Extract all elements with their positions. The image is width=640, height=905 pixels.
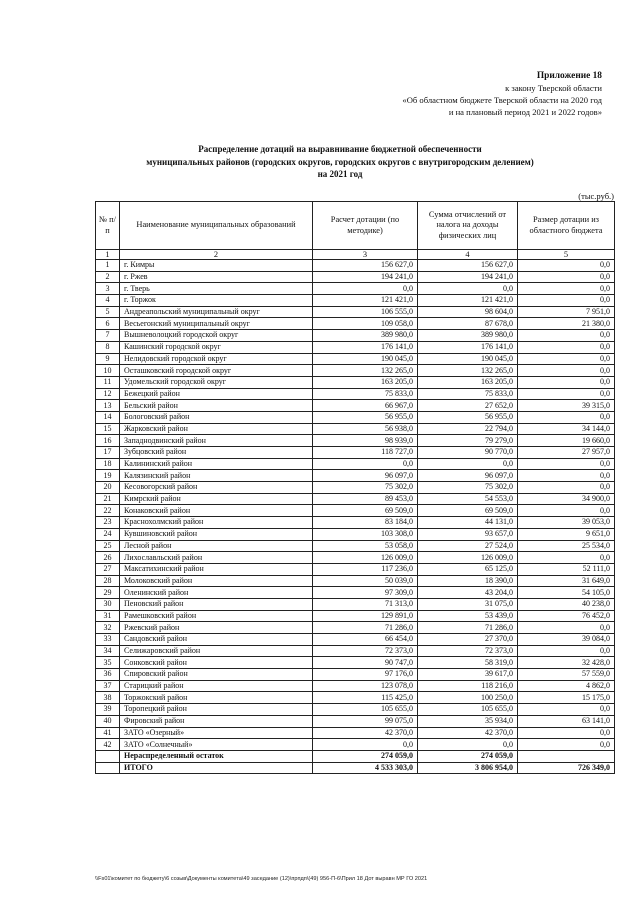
tax-value: 43 204,0 — [418, 587, 518, 599]
tax-value: 69 509,0 — [418, 505, 518, 517]
calc-value: 4 533 303,0 — [313, 762, 418, 774]
header-calc: Расчет дотации (по методике) — [313, 202, 418, 250]
municipality-name: Зубцовский район — [120, 447, 313, 459]
municipality-name: Молоковский район — [120, 575, 313, 587]
calc-value: 66 967,0 — [313, 400, 418, 412]
municipality-name: Андреапольский муниципальный округ — [120, 306, 313, 318]
calc-value: 274 059,0 — [313, 750, 418, 762]
row-number: 35 — [96, 657, 120, 669]
table-row — [96, 400, 615, 412]
table-row — [96, 388, 615, 400]
regional-value: 34 144,0 — [518, 423, 615, 435]
regional-value: 0,0 — [518, 376, 615, 388]
row-number: 20 — [96, 482, 120, 494]
tax-value: 176 141,0 — [418, 341, 518, 353]
row-number: 22 — [96, 505, 120, 517]
row-number: 27 — [96, 563, 120, 575]
calc-value: 109 058,0 — [313, 318, 418, 330]
tax-value: 93 657,0 — [418, 528, 518, 540]
calc-value: 132 265,0 — [313, 365, 418, 377]
table-row — [96, 540, 615, 552]
regional-value: 0,0 — [518, 482, 615, 494]
row-number: 4 — [96, 295, 120, 307]
regional-value: 0,0 — [518, 739, 615, 751]
calc-value: 190 045,0 — [313, 353, 418, 365]
col-number: 3 — [313, 250, 418, 260]
calc-value: 56 938,0 — [313, 423, 418, 435]
regional-value: 0,0 — [518, 458, 615, 470]
table-row — [96, 517, 615, 529]
regional-value: 39 053,0 — [518, 517, 615, 529]
table-row — [96, 435, 615, 447]
regional-value: 25 534,0 — [518, 540, 615, 552]
table-row — [96, 493, 615, 505]
table-row — [96, 692, 615, 704]
regional-value: 0,0 — [518, 645, 615, 657]
calc-value: 115 425,0 — [313, 692, 418, 704]
tax-value: 18 390,0 — [418, 575, 518, 587]
calc-value: 69 509,0 — [313, 505, 418, 517]
title-line-2: муниципальных районов (городских округов, городских округов с внутригородским делением) — [146, 156, 534, 167]
tax-value: 274 059,0 — [418, 750, 518, 762]
tax-value: 75 302,0 — [418, 482, 518, 494]
municipality-name: Кувшиновский район — [120, 528, 313, 540]
calc-value: 0,0 — [313, 283, 418, 295]
row-number: 5 — [96, 306, 120, 318]
tax-value: 0,0 — [418, 283, 518, 295]
total-row — [96, 762, 615, 774]
row-number: 25 — [96, 540, 120, 552]
tax-value: 72 373,0 — [418, 645, 518, 657]
calc-value: 42 370,0 — [313, 727, 418, 739]
tax-value: 75 833,0 — [418, 388, 518, 400]
tax-value: 58 319,0 — [418, 657, 518, 669]
municipality-name: г. Ржев — [120, 271, 313, 283]
regional-value: 39 315,0 — [518, 400, 615, 412]
regional-value: 0,0 — [518, 353, 615, 365]
row-number: 10 — [96, 365, 120, 377]
table-row — [96, 458, 615, 470]
municipality-name: Сонковский район — [120, 657, 313, 669]
row-number: 8 — [96, 341, 120, 353]
regional-value: 21 380,0 — [518, 318, 615, 330]
tax-value: 42 370,0 — [418, 727, 518, 739]
municipality-name: Нераспределенный остаток — [120, 750, 313, 762]
table-row — [96, 482, 615, 494]
table-row — [96, 622, 615, 634]
municipality-name: Краснохолмский район — [120, 517, 313, 529]
regional-value: 726 349,0 — [518, 762, 615, 774]
table-row — [96, 411, 615, 423]
calc-value: 0,0 — [313, 458, 418, 470]
regional-value: 0,0 — [518, 260, 615, 272]
table-row — [96, 283, 615, 295]
tax-value: 71 286,0 — [418, 622, 518, 634]
row-number: 40 — [96, 715, 120, 727]
municipality-name: Максатихинский район — [120, 563, 313, 575]
row-number: 3 — [96, 283, 120, 295]
tax-value: 35 934,0 — [418, 715, 518, 727]
municipality-name: г. Тверь — [120, 283, 313, 295]
regional-value: 52 111,0 — [518, 563, 615, 575]
tax-value: 98 604,0 — [418, 306, 518, 318]
row-number — [96, 762, 120, 774]
table-row — [96, 739, 615, 751]
table-row — [96, 376, 615, 388]
row-number: 39 — [96, 704, 120, 716]
regional-value: 0,0 — [518, 552, 615, 564]
tax-value: 39 617,0 — [418, 669, 518, 681]
row-number: 36 — [96, 669, 120, 681]
table-row — [96, 330, 615, 342]
calc-value: 53 058,0 — [313, 540, 418, 552]
row-number: 34 — [96, 645, 120, 657]
table-body — [96, 260, 615, 774]
row-number: 9 — [96, 353, 120, 365]
appendix-line-3: и на плановый период 2021 и 2022 годов» — [448, 107, 602, 117]
calc-value: 97 309,0 — [313, 587, 418, 599]
row-number — [96, 750, 120, 762]
regional-value: 0,0 — [518, 330, 615, 342]
tax-value: 56 955,0 — [418, 411, 518, 423]
appendix-line-2: «Об областном бюджете Тверской области на 2020 год — [402, 95, 602, 105]
regional-value: 4 862,0 — [518, 680, 615, 692]
regional-value: 39 084,0 — [518, 634, 615, 646]
tax-value: 22 794,0 — [418, 423, 518, 435]
calc-value: 176 141,0 — [313, 341, 418, 353]
calc-value: 83 184,0 — [313, 517, 418, 529]
municipality-name: ИТОГО — [120, 762, 313, 774]
header-row — [96, 202, 615, 250]
municipality-name: г. Кимры — [120, 260, 313, 272]
tax-value: 53 439,0 — [418, 610, 518, 622]
calc-value: 71 286,0 — [313, 622, 418, 634]
municipality-name: Калининский район — [120, 458, 313, 470]
calc-value: 194 241,0 — [313, 271, 418, 283]
table-row — [96, 260, 615, 272]
municipality-name: Удомельский городской округ — [120, 376, 313, 388]
calc-value: 118 727,0 — [313, 447, 418, 459]
tax-value: 79 279,0 — [418, 435, 518, 447]
file-path-footer: \\Fs01\комитет по бюджету\6 созыв\Документы комитета\49 заседание (12)\прпдп\(49) 956-П-6\Прил 18 Дот выравн МР ГО 2021 — [95, 876, 428, 882]
col-number: 4 — [418, 250, 518, 260]
row-number: 19 — [96, 470, 120, 482]
tax-value: 27 524,0 — [418, 540, 518, 552]
header-regional: Размер дотации из областного бюджета — [518, 202, 615, 250]
row-number: 42 — [96, 739, 120, 751]
municipality-name: Кимрский район — [120, 493, 313, 505]
row-number: 23 — [96, 517, 120, 529]
calc-value: 0,0 — [313, 739, 418, 751]
calc-value: 117 236,0 — [313, 563, 418, 575]
tax-value: 27 370,0 — [418, 634, 518, 646]
municipality-name: Рамешковский район — [120, 610, 313, 622]
tax-value: 96 097,0 — [418, 470, 518, 482]
row-number: 12 — [96, 388, 120, 400]
calc-value: 96 097,0 — [313, 470, 418, 482]
calc-value: 97 176,0 — [313, 669, 418, 681]
table-row — [96, 271, 615, 283]
row-number: 17 — [96, 447, 120, 459]
table-row — [96, 704, 615, 716]
calc-value: 98 939,0 — [313, 435, 418, 447]
appendix-block — [302, 70, 602, 118]
table-row — [96, 341, 615, 353]
row-number: 1 — [96, 260, 120, 272]
header-num: № п/п — [96, 202, 120, 250]
tax-value: 194 241,0 — [418, 271, 518, 283]
tax-value: 0,0 — [418, 458, 518, 470]
regional-value: 32 428,0 — [518, 657, 615, 669]
calc-value: 50 039,0 — [313, 575, 418, 587]
municipality-name: Старицкий район — [120, 680, 313, 692]
table-row — [96, 727, 615, 739]
regional-value: 0,0 — [518, 271, 615, 283]
regional-value: 0,0 — [518, 411, 615, 423]
tax-value: 31 075,0 — [418, 598, 518, 610]
regional-value: 31 649,0 — [518, 575, 615, 587]
table-row — [96, 528, 615, 540]
row-number: 32 — [96, 622, 120, 634]
tax-value: 90 770,0 — [418, 447, 518, 459]
municipality-name: Сандовский район — [120, 634, 313, 646]
municipality-name: Оленинский район — [120, 587, 313, 599]
municipality-name: Бологовский район — [120, 411, 313, 423]
row-number: 24 — [96, 528, 120, 540]
table-row — [96, 318, 615, 330]
table-row — [96, 470, 615, 482]
table-row — [96, 657, 615, 669]
regional-value: 15 175,0 — [518, 692, 615, 704]
appendix-heading: Приложение 18 — [536, 71, 602, 81]
municipality-name: Вышневолоцкий городской округ — [120, 330, 313, 342]
tax-value: 190 045,0 — [418, 353, 518, 365]
regional-value: 0,0 — [518, 622, 615, 634]
regional-value: 0,0 — [518, 365, 615, 377]
calc-value: 71 313,0 — [313, 598, 418, 610]
municipality-name: ЗАТО «Озерный» — [120, 727, 313, 739]
municipality-name: Кесовогорский район — [120, 482, 313, 494]
table-row — [96, 587, 615, 599]
row-number: 18 — [96, 458, 120, 470]
tax-value: 27 652,0 — [418, 400, 518, 412]
municipality-name: Кашинский городской округ — [120, 341, 313, 353]
tax-value: 87 678,0 — [418, 318, 518, 330]
municipality-name: Лихославльский район — [120, 552, 313, 564]
table-row — [96, 575, 615, 587]
municipality-name: Фировский район — [120, 715, 313, 727]
regional-value: 40 238,0 — [518, 598, 615, 610]
regional-value: 0,0 — [518, 388, 615, 400]
col-number: 5 — [518, 250, 615, 260]
tax-value: 65 125,0 — [418, 563, 518, 575]
municipality-name: Конаковский район — [120, 505, 313, 517]
regional-value: 27 957,0 — [518, 447, 615, 459]
calc-value: 163 205,0 — [313, 376, 418, 388]
table-row — [96, 563, 615, 575]
title-line-1: Распределение дотаций на выравнивание бюджетной обеспеченности — [198, 144, 482, 154]
tax-value: 0,0 — [418, 739, 518, 751]
regional-value: 0,0 — [518, 283, 615, 295]
tax-value: 100 250,0 — [418, 692, 518, 704]
table-row — [96, 306, 615, 318]
row-number: 31 — [96, 610, 120, 622]
document-title — [60, 143, 620, 181]
row-number: 11 — [96, 376, 120, 388]
table-row — [96, 645, 615, 657]
title-line-3: на 2021 год — [317, 169, 363, 179]
regional-value: 19 660,0 — [518, 435, 615, 447]
municipality-name: Жарковский район — [120, 423, 313, 435]
row-number: 37 — [96, 680, 120, 692]
grants-table — [95, 201, 615, 774]
regional-value: 34 900,0 — [518, 493, 615, 505]
tax-value: 389 980,0 — [418, 330, 518, 342]
regional-value — [518, 750, 615, 762]
row-number: 2 — [96, 271, 120, 283]
row-number: 6 — [96, 318, 120, 330]
table-row — [96, 295, 615, 307]
calc-value: 72 373,0 — [313, 645, 418, 657]
row-number: 21 — [96, 493, 120, 505]
row-number: 13 — [96, 400, 120, 412]
municipality-name: Нелидовский городской округ — [120, 353, 313, 365]
regional-value: 0,0 — [518, 470, 615, 482]
calc-value: 66 454,0 — [313, 634, 418, 646]
appendix-line-1: к закону Тверской области — [505, 83, 602, 93]
col-number: 2 — [120, 250, 313, 260]
regional-value: 0,0 — [518, 704, 615, 716]
regional-value: 54 105,0 — [518, 587, 615, 599]
row-number: 16 — [96, 435, 120, 447]
tax-value: 121 421,0 — [418, 295, 518, 307]
municipality-name: Бельский район — [120, 400, 313, 412]
regional-value: 0,0 — [518, 727, 615, 739]
municipality-name: Пеновский район — [120, 598, 313, 610]
municipality-name: Калязинский район — [120, 470, 313, 482]
row-number: 29 — [96, 587, 120, 599]
calc-value: 56 955,0 — [313, 411, 418, 423]
column-number-row — [96, 250, 615, 260]
municipality-name: Осташковский городской округ — [120, 365, 313, 377]
tax-value: 44 131,0 — [418, 517, 518, 529]
row-number: 15 — [96, 423, 120, 435]
calc-value: 105 655,0 — [313, 704, 418, 716]
municipality-name: Ржевский район — [120, 622, 313, 634]
tax-value: 105 655,0 — [418, 704, 518, 716]
table-row — [96, 353, 615, 365]
table-row — [96, 505, 615, 517]
table-row — [96, 447, 615, 459]
header-name: Наименование муниципальных образований — [120, 202, 313, 250]
calc-value: 129 891,0 — [313, 610, 418, 622]
calc-value: 103 308,0 — [313, 528, 418, 540]
municipality-name: Бежецкий район — [120, 388, 313, 400]
row-number: 14 — [96, 411, 120, 423]
table-row — [96, 680, 615, 692]
calc-value: 90 747,0 — [313, 657, 418, 669]
row-number: 38 — [96, 692, 120, 704]
table-row — [96, 423, 615, 435]
municipality-name: Торжокский район — [120, 692, 313, 704]
regional-value: 57 559,0 — [518, 669, 615, 681]
regional-value: 0,0 — [518, 341, 615, 353]
calc-value: 75 833,0 — [313, 388, 418, 400]
regional-value: 76 452,0 — [518, 610, 615, 622]
regional-value: 0,0 — [518, 295, 615, 307]
tax-value: 132 265,0 — [418, 365, 518, 377]
calc-value: 156 627,0 — [313, 260, 418, 272]
municipality-name: г. Торжок — [120, 295, 313, 307]
col-number: 1 — [96, 250, 120, 260]
calc-value: 89 453,0 — [313, 493, 418, 505]
calc-value: 389 980,0 — [313, 330, 418, 342]
municipality-name: Весьегонский муниципальный округ — [120, 318, 313, 330]
calc-value: 121 421,0 — [313, 295, 418, 307]
tax-value: 126 009,0 — [418, 552, 518, 564]
unallocated-row — [96, 750, 615, 762]
regional-value: 0,0 — [518, 505, 615, 517]
table-row — [96, 634, 615, 646]
regional-value: 9 651,0 — [518, 528, 615, 540]
row-number: 30 — [96, 598, 120, 610]
row-number: 7 — [96, 330, 120, 342]
regional-value: 7 951,0 — [518, 306, 615, 318]
table-row — [96, 365, 615, 377]
row-number: 41 — [96, 727, 120, 739]
units-label: (тыс.руб.) — [578, 191, 614, 201]
calc-value: 99 075,0 — [313, 715, 418, 727]
tax-value: 3 806 954,0 — [418, 762, 518, 774]
calc-value: 126 009,0 — [313, 552, 418, 564]
tax-value: 163 205,0 — [418, 376, 518, 388]
regional-value: 63 141,0 — [518, 715, 615, 727]
table-row — [96, 598, 615, 610]
calc-value: 106 555,0 — [313, 306, 418, 318]
table-row — [96, 715, 615, 727]
row-number: 26 — [96, 552, 120, 564]
calc-value: 75 302,0 — [313, 482, 418, 494]
municipality-name: Лесной район — [120, 540, 313, 552]
table-row — [96, 610, 615, 622]
header-tax: Сумма отчислений от налога на доходы физических лиц — [418, 202, 518, 250]
tax-value: 54 553,0 — [418, 493, 518, 505]
row-number: 28 — [96, 575, 120, 587]
municipality-name: Спировский район — [120, 669, 313, 681]
table-row — [96, 552, 615, 564]
calc-value: 123 078,0 — [313, 680, 418, 692]
municipality-name: Западнодвинский район — [120, 435, 313, 447]
table-row — [96, 669, 615, 681]
municipality-name: Селижаровский район — [120, 645, 313, 657]
row-number: 33 — [96, 634, 120, 646]
municipality-name: ЗАТО «Солнечный» — [120, 739, 313, 751]
municipality-name: Торопецкий район — [120, 704, 313, 716]
tax-value: 156 627,0 — [418, 260, 518, 272]
tax-value: 118 216,0 — [418, 680, 518, 692]
